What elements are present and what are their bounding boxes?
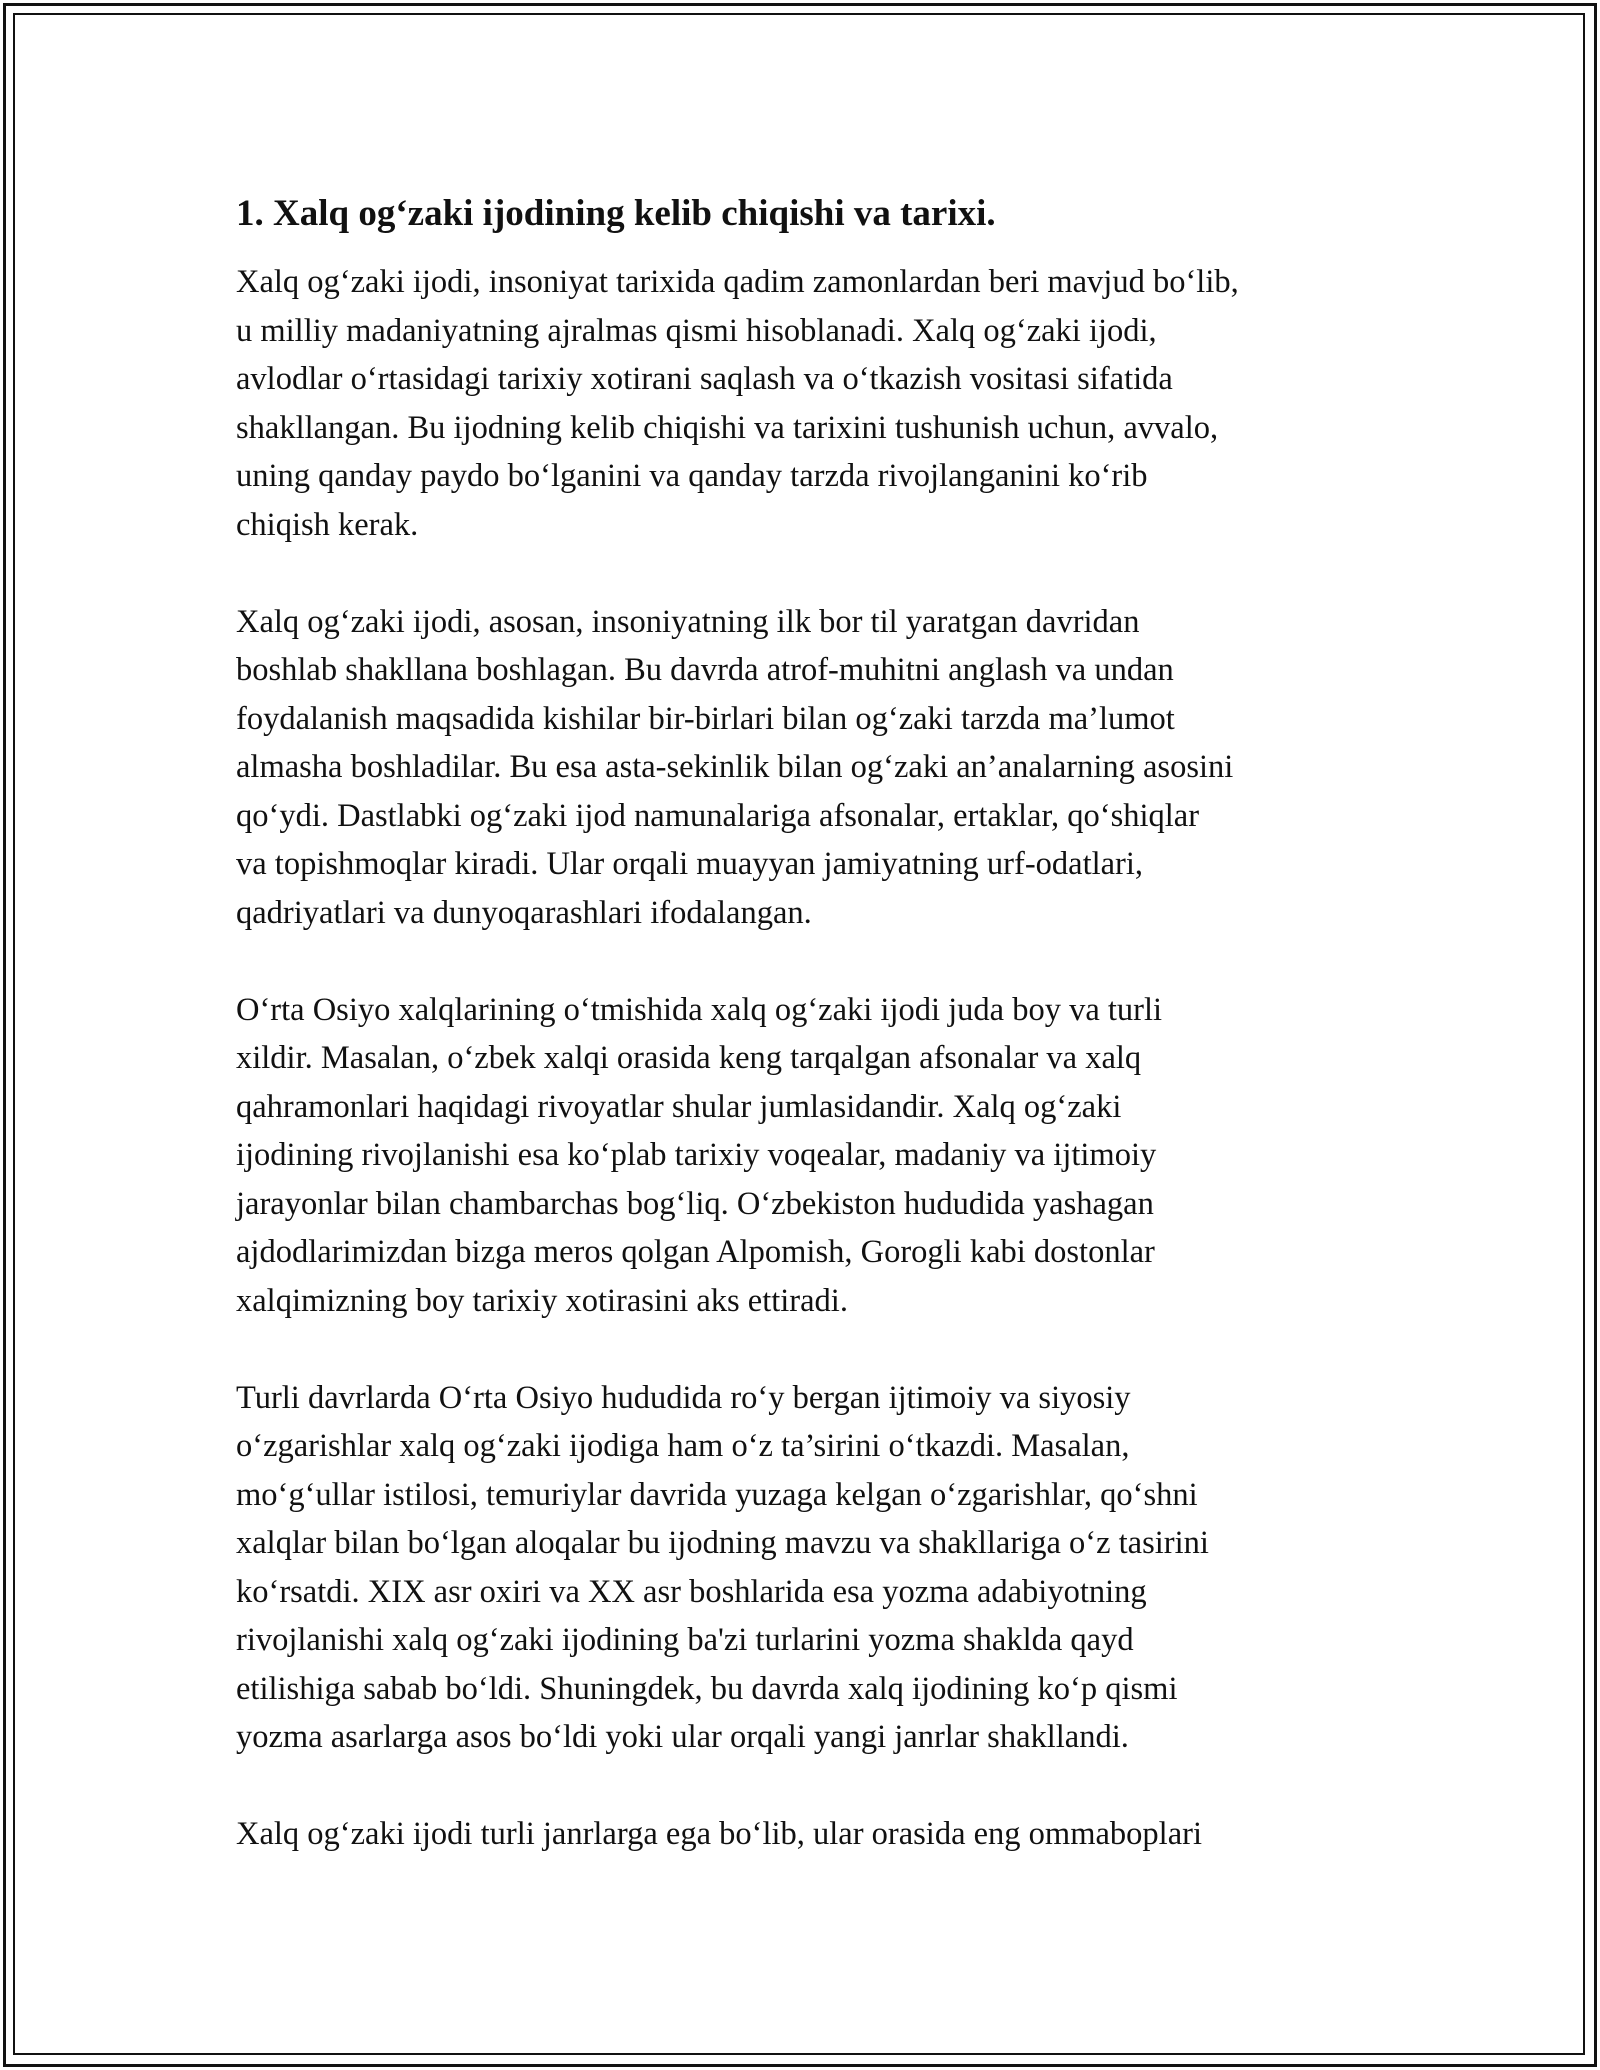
paragraph-1: Xalq og‘zaki ijodi, insoniyat tarixida qadim zamonlardan beri mavjud bo‘lib, u milliy madaniyatning ajralmas qismi hisoblanadi. Xalq og‘zaki ijodi, avlodlar o‘rtasidagi tarixiy xotirani saqlash va o‘tkazish vositasi sifatida shakllangan. Bu ijodning kelib chiqishi va tarixini tushunish uchun, avvalo, uning qanday paydo bo‘lganini va qanday tarzda rivojlanganini ko‘rib chiqish kerak. xyxy=(236,264,1239,543)
document-body xyxy=(236,190,1376,1907)
paragraph-2: Xalq og‘zaki ijodi, asosan, insoniyatning ilk bor til yaratgan davridan boshlab shakllana boshlagan. Bu davrda atrof-muhitni anglash va undan foydalanish maqsadida kishilar bir-birlari bilan og‘zaki tarzda ma’lumot almasha boshladilar. Bu esa asta-sekinlik bilan og‘zaki an’analarning asosini qo‘ydi. Dastlabki og‘zaki ijod namunalariga afsonalar, ertaklar, qo‘shiqlar va topishmoqlar kiradi. Ular orqali muayyan jamiyatning urf-odatlari, qadriyatlari va dunyoqarashlari ifodalangan. xyxy=(236,603,1234,931)
section-heading: 1. Xalq og‘zaki ijodining kelib chiqishi va tarixi. xyxy=(236,193,996,234)
paragraph-5: Xalq og‘zaki ijodi turli janrlarga ega bo‘lib, ular orasida eng ommaboplari xyxy=(236,1816,1202,1852)
paragraph-4: Turli davrlarda O‘rta Osiyo hududida ro‘y bergan ijtimoiy va siyosiy o‘zgarishlar xalq og‘zaki ijodiga ham o‘z ta’sirini o‘tkazdi. Masalan, mo‘g‘ullar istilosi, temuriylar davrida yuzaga kelgan o‘zgarishlar, qo‘shni xalqlar bilan bo‘lgan aloqalar bu ijodning mavzu va shakllariga o‘z tasirini ko‘rsatdi. XIX asr oxiri va XX asr boshlarida esa yozma adabiyotning rivojlanishi xalq og‘zaki ijodining ba'zi turlarini yozma shaklda qayd etilishiga sabab bo‘ldi. Shuningdek, bu davrda xalq ijodining ko‘p qismi yozma asarlarga asos bo‘ldi yoki ular orqali yangi janrlar shakllandi. xyxy=(236,1379,1209,1755)
paragraph-3: O‘rta Osiyo xalqlarining o‘tmishida xalq og‘zaki ijodi juda boy va turli xildir. Masalan, o‘zbek xalqi orasida keng tarqalgan afsonalar va xalq qahramonlari haqidagi rivoyatlar shular jumlasidandir. Xalq og‘zaki ijodining rivojlanishi esa ko‘plab tarixiy voqealar, madaniy va ijtimoiy jarayonlar bilan chambarchas bog‘liq. O‘zbekiston hududida yashagan ajdodlarimizdan bizga meros qolgan Alpomish, Gorogli kabi dostonlar xalqimizning boy tarixiy xotirasini aks ettiradi. xyxy=(236,991,1163,1319)
